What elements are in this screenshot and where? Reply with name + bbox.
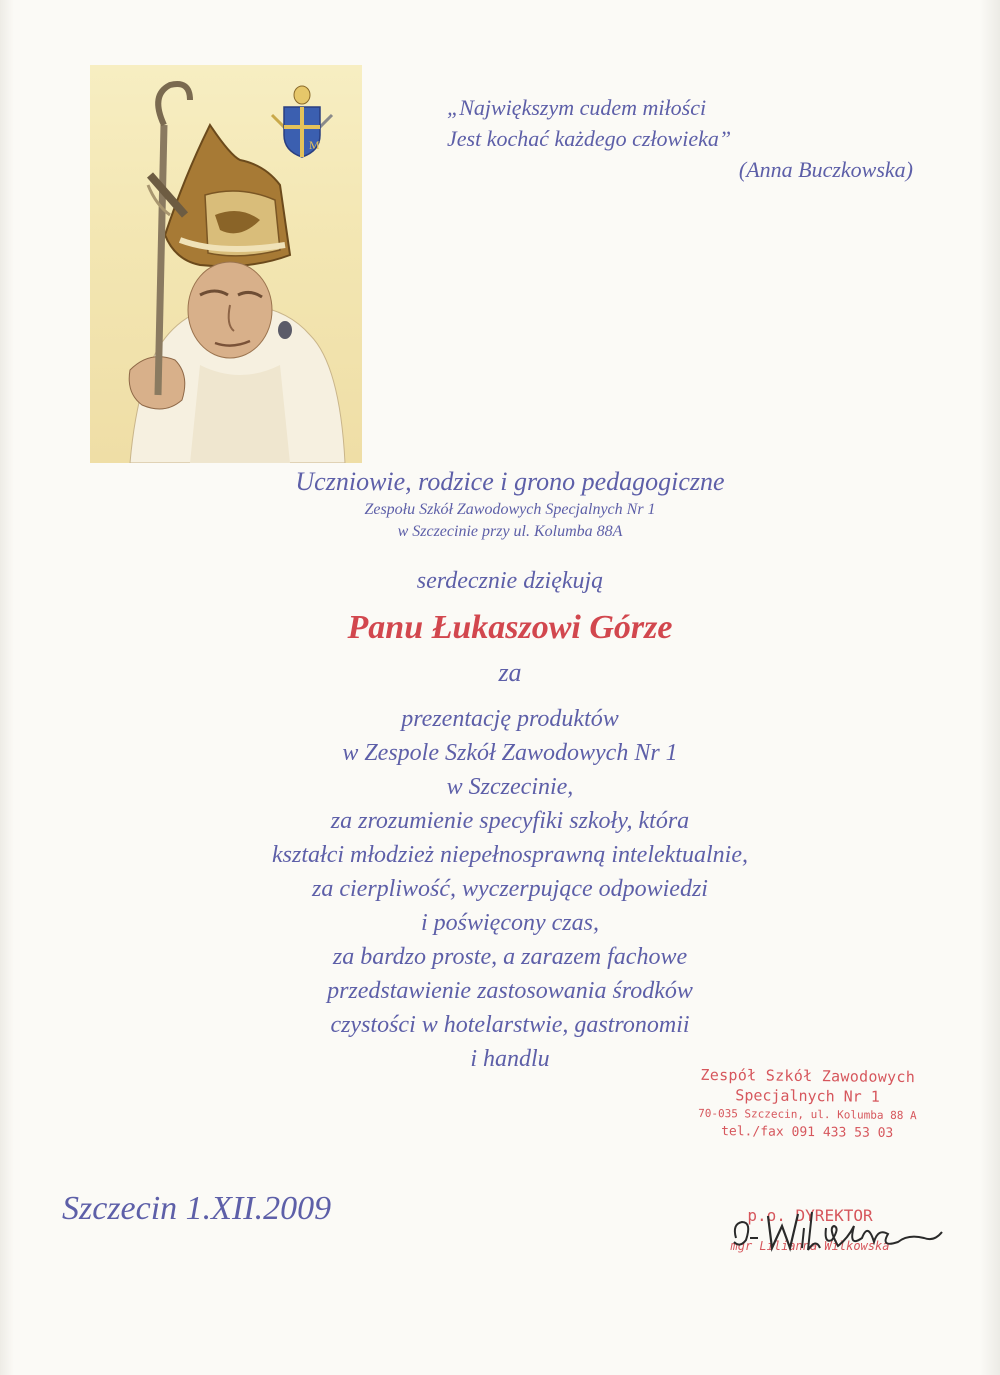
- reason-line: kształci młodzież niepełnosprawną intelektualnie,: [272, 842, 748, 868]
- reasons-text: [150, 702, 870, 1076]
- stamp-line-4: tel./fax 091 433 53 03: [721, 1124, 894, 1141]
- reason-line: czystości w hotelarstwie, gastronomii: [330, 1012, 690, 1038]
- stamp-line-2: Specjalnych Nr 1: [735, 1086, 880, 1106]
- reason-line: w Zespole Szkół Zawodowych Nr 1: [342, 740, 678, 766]
- school-address-line: w Szczecinie przy ul. Kolumba 88A: [397, 523, 623, 540]
- quote-author: (Anna Buczkowska): [738, 157, 913, 182]
- school-name-line: Zespołu Szkół Zawodowych Specjalnych Nr 1: [364, 501, 656, 518]
- for-word: za: [498, 658, 522, 687]
- reason-line: i poświęcony czas,: [421, 910, 599, 936]
- papal-coat-of-arms-icon: [262, 85, 342, 165]
- reason-line: za zrozumienie specyfiki szkoły, która: [330, 808, 690, 834]
- reason-line: za bardzo proste, a zarazem fachowe: [332, 944, 688, 970]
- reason-line: w Szczecinie,: [446, 774, 574, 800]
- reason-line: prezentację produktów: [401, 706, 619, 732]
- quote-line-1: „Największym cudem miłości: [447, 95, 707, 120]
- director-title: p.o. DYREKTOR: [747, 1206, 873, 1225]
- recipient-name: Panu Łukaszowi Górze: [347, 609, 673, 646]
- motto-quote: [445, 92, 925, 185]
- reason-line: za cierpliwość, wyczerpujące odpowiedzi: [312, 876, 708, 902]
- reason-line: przedstawienie zastosowania środków: [327, 978, 693, 1004]
- director-name: mgr Lilianna Wilkowska: [730, 1239, 890, 1253]
- school-stamp: [690, 1065, 926, 1143]
- stamp-line-1: Zespół Szkół Zawodowych: [700, 1065, 916, 1087]
- handwritten-signature: [728, 1208, 948, 1258]
- senders-line: Uczniowie, rodzice i grono pedagogiczne: [295, 467, 725, 496]
- thanks-line: serdecznie dziękują: [416, 568, 604, 594]
- svg-text:M: M: [309, 138, 320, 152]
- place-and-date: Szczecin 1.XII.2009: [62, 1190, 332, 1227]
- reason-line: i handlu: [470, 1046, 550, 1072]
- quote-line-2: Jest kochać każdego człowieka”: [447, 126, 732, 151]
- stamp-line-3: 70-035 Szczecin, ul. Kolumba 88 A: [698, 1106, 917, 1123]
